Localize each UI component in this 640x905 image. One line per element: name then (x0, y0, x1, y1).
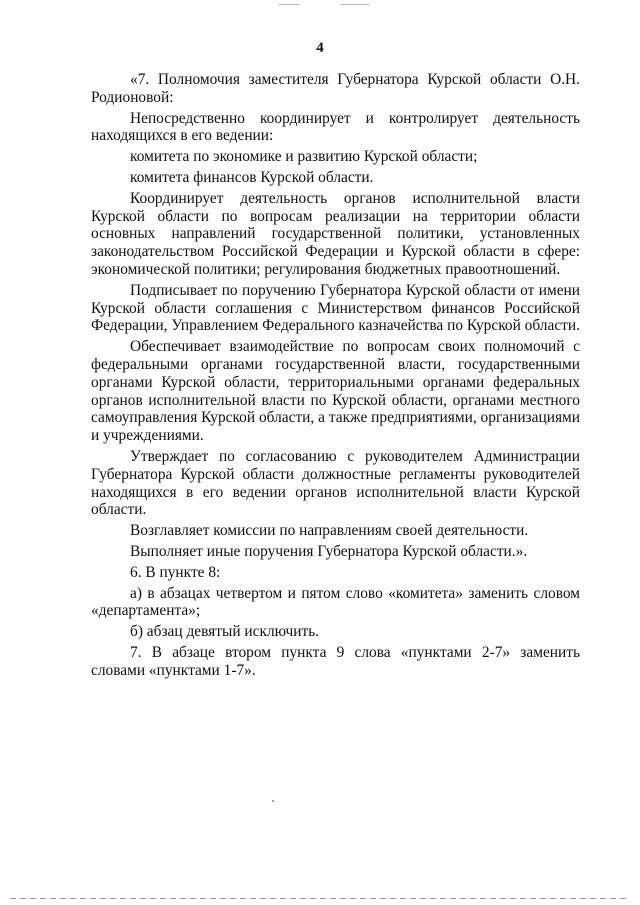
paragraph-approves-regulations: Утверждает по согласованию с руководителем Администрации Губернатора Курской области должностные регламенты руководителей находящихся в его ведении органов исполнительной власти Курской области. (91, 447, 580, 519)
paragraph-coordinates-activity: Координирует деятельность органов исполнительной власти Курской области по вопросам реализации на территории области основных направлений государственной политики, установленных законодательством Российской Федерации и Курской области в сфере: экономической политики; регулирования бюджетных правоотношений. (91, 189, 580, 278)
paragraph-item-6b: б) абзац девятый исключить. (130, 623, 320, 641)
paragraph-other-instructions: Выполняет иные поручения Губернатора Курской области.». (130, 542, 528, 560)
paragraph-heads-commissions: Возглавляет комиссии по направлениям своей деятельности. (130, 522, 529, 540)
scan-artifact-top-right (340, 4, 370, 5)
scan-artifact-dot (272, 800, 274, 802)
paragraph-item-7: 7. В абзаце втором пункта 9 слова «пунктами 2-7» заменить словами «пунктами 1-7». (91, 643, 580, 679)
paragraph-coordinates-controls: Непосредственно координирует и контролирует деятельность находящихся в его ведении: (91, 109, 580, 145)
paragraph-ensures-interaction: Обеспечивает взаимодействие по вопросам своих полномочий с федеральными органами государственной власти, государственными органами Курской области, территориальными органами федеральных органов исполнительной власти по Курской области, органами местного самоуправления Курской области, а также предприятиями, организациями и учреждениями. (91, 338, 580, 445)
scan-artifact-top-left (278, 4, 300, 5)
document-body (91, 71, 580, 683)
page-number: 4 (316, 40, 324, 56)
scan-artifact-bottom-edge (10, 898, 630, 899)
paragraph-item-6a: а) в абзацах четвертом и пятом слово «комитета» заменить словом «департамента»; (91, 584, 580, 620)
paragraph-heading-item-7: «7. Полномочия заместителя Губернатора Курской области О.Н. Родионовой: (91, 71, 580, 106)
paragraph-item-6: 6. В пункте 8: (130, 563, 221, 581)
paragraph-committee-finance: комитета финансов Курской области. (130, 168, 374, 186)
paragraph-signs-agreements: Подписывает по поручению Губернатора Курской области от имени Курской области соглашения с Министерством финансов Российской Федерации, Управлением Федерального казначейства по Курской области. (91, 281, 580, 335)
paragraph-committee-economy: комитета по экономике и развитию Курской области; (130, 148, 478, 166)
